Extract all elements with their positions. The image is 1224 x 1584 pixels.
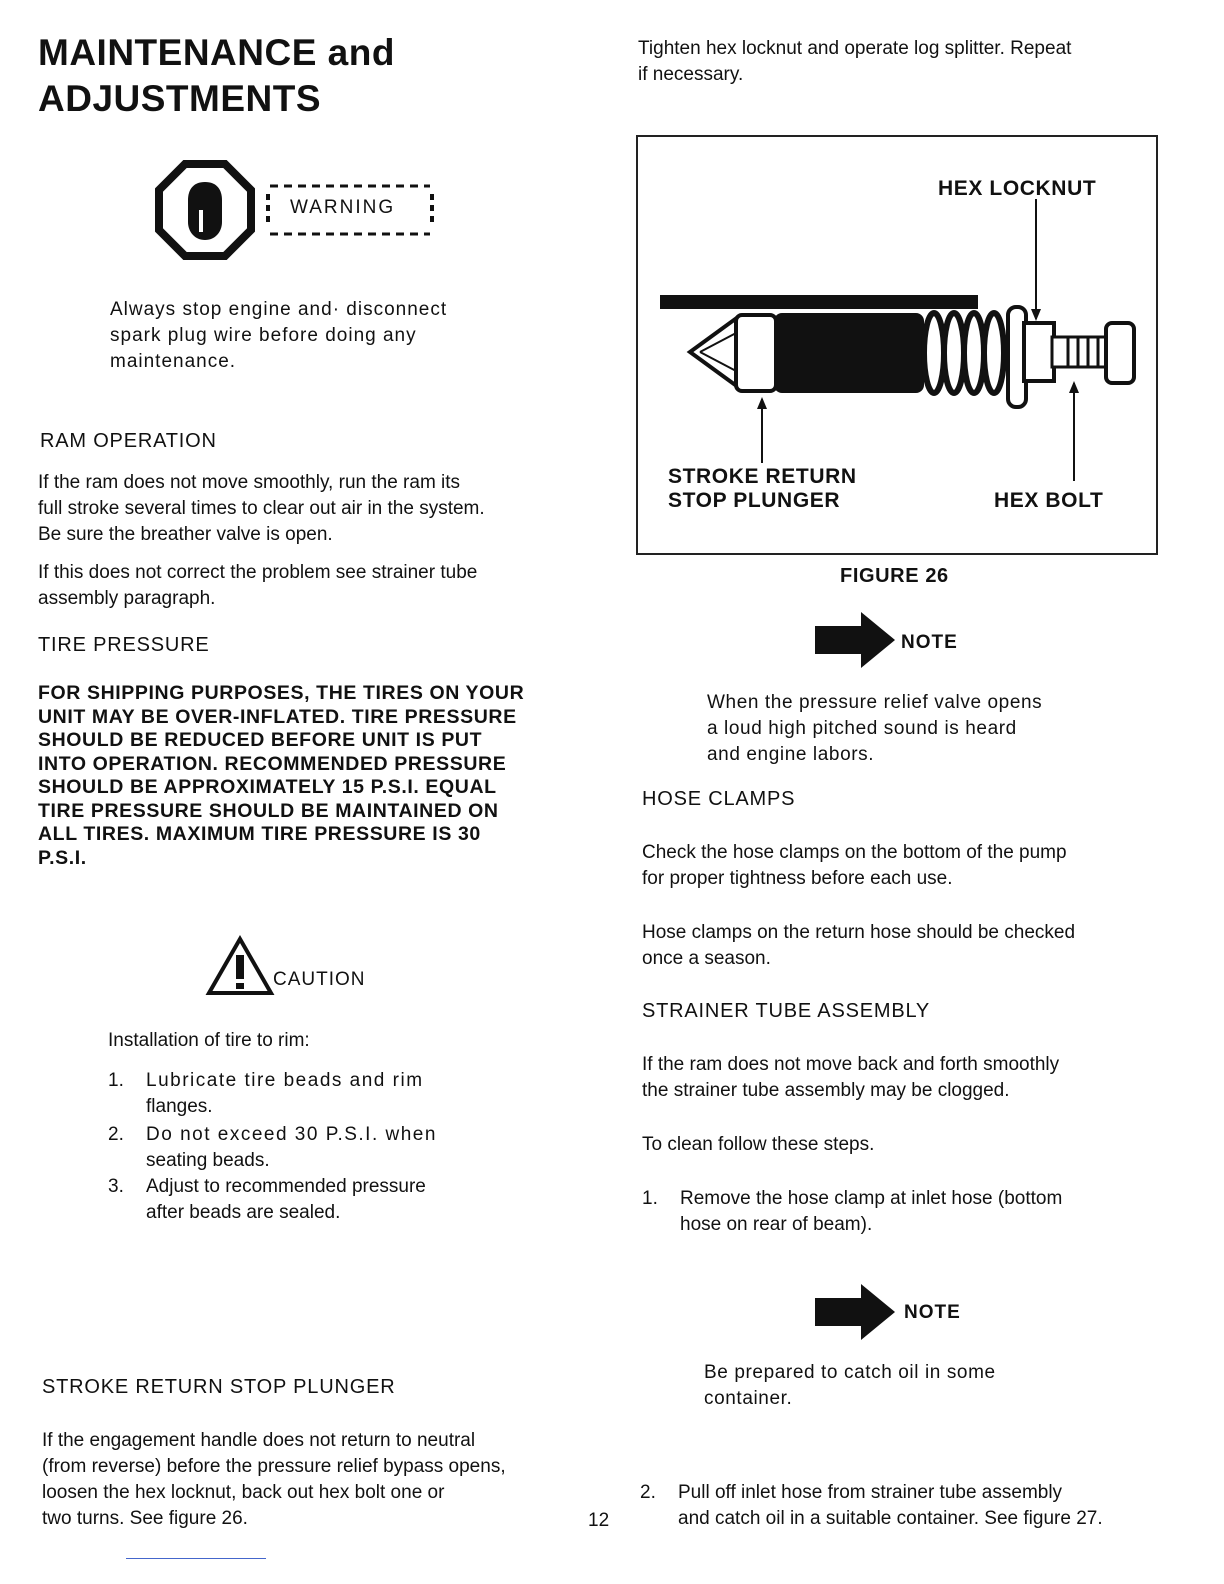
text-line: after beads are sealed. <box>146 1202 341 1223</box>
tire-pressure-block <box>38 682 578 870</box>
hose-clamps-para2 <box>642 920 1182 972</box>
page-title-line2: ADJUSTMENTS <box>38 78 322 119</box>
text-line: the strainer tube assembly may be clogged. <box>642 1080 1010 1101</box>
ram-operation-heading: RAM OPERATION <box>40 430 217 452</box>
note-1-label: NOTE <box>901 632 958 653</box>
page-title-line1: MAINTENANCE and <box>38 32 395 73</box>
stroke-return-heading: STROKE RETURN STOP PLUNGER <box>42 1376 396 1398</box>
text-line: two turns. See figure 26. <box>42 1508 248 1529</box>
list-text <box>146 1174 426 1226</box>
text-line: If this does not correct the problem see strainer tube <box>38 562 478 583</box>
warning-symbol <box>155 160 445 260</box>
strainer-para1 <box>642 1052 1182 1104</box>
label-hex-locknut: HEX LOCKNUT <box>938 177 1097 200</box>
note-2-text <box>704 1360 1084 1412</box>
text-line: Adjust to recommended pressure <box>146 1176 426 1197</box>
list-number: 1. <box>108 1070 124 1091</box>
stop-hand-icon <box>155 160 255 260</box>
warning-text-line: maintenance. <box>110 351 237 372</box>
warning-text-line: spark plug wire before doing any <box>110 325 417 346</box>
text-line: If the ram does not move back and forth smoothly <box>642 1054 1060 1075</box>
list-text <box>678 1480 1103 1532</box>
list-number: 2. <box>108 1124 124 1145</box>
caution-item-2 <box>108 1122 488 1178</box>
right-arrow-icon <box>815 612 897 668</box>
tire-pressure-heading: TIRE PRESSURE <box>38 634 210 656</box>
text-line: Pull off inlet hose from strainer tube assembly <box>678 1482 1063 1503</box>
caution-item-3 <box>108 1174 508 1230</box>
caution-intro: Installation of tire to rim: <box>108 1030 310 1051</box>
list-number: 1. <box>642 1188 658 1209</box>
figure-26 <box>636 135 1158 555</box>
text-line: loosen the hex locknut, back out hex bolt one or <box>42 1482 445 1503</box>
list-text <box>146 1122 437 1174</box>
right-intro <box>638 36 1178 88</box>
strainer-step-2 <box>640 1480 1200 1536</box>
text-line: When the pressure relief valve opens <box>707 692 1043 713</box>
text-line: SHOULD BE REDUCED BEFORE UNIT IS PUT <box>38 729 483 751</box>
text-line: INTO OPERATION. RECOMMENDED PRESSURE <box>38 752 507 775</box>
text-line: SHOULD BE APPROXIMATELY 15 P.S.I. EQUAL <box>38 776 497 798</box>
text-line: Check the hose clamps on the bottom of the pump <box>642 842 1067 863</box>
warning-label: WARNING <box>290 197 396 218</box>
text-line: TIRE PRESSURE SHOULD BE MAINTAINED ON <box>38 799 499 822</box>
text-line: If the engagement handle does not return to neutral <box>42 1430 476 1451</box>
strainer-heading: STRAINER TUBE ASSEMBLY <box>642 1000 931 1022</box>
text-line: If the ram does not move smoothly, run the ram its <box>38 472 461 493</box>
warning-text-line: Always stop engine and· disconnect <box>110 299 448 320</box>
right-arrow-icon <box>815 1284 897 1340</box>
text-line: Be sure the breather valve is open. <box>38 524 333 545</box>
page-number: 12 <box>588 1510 610 1531</box>
hose-clamps-para1 <box>642 840 1182 892</box>
list-number: 2. <box>640 1482 656 1503</box>
text-line: container. <box>704 1388 793 1409</box>
caution-symbol <box>205 935 405 1000</box>
text-line: STROKE RETURN <box>668 465 857 488</box>
text-line: UNIT MAY BE OVER-INFLATED. TIRE PRESSURE <box>38 705 517 728</box>
note-2-label: NOTE <box>904 1302 961 1323</box>
list-text <box>146 1068 424 1120</box>
text-line: and engine labors. <box>707 744 875 765</box>
hose-clamps-heading: HOSE CLAMPS <box>642 788 796 810</box>
caution-label: CAUTION <box>273 969 366 990</box>
caution-item-1 <box>108 1068 488 1124</box>
text-line: assembly paragraph. <box>38 588 216 609</box>
text-line: a loud high pitched sound is heard <box>707 718 1017 739</box>
page-title <box>38 30 395 122</box>
footer-rule <box>126 1558 266 1559</box>
ram-operation-para2 <box>38 560 578 612</box>
text-line: hose on rear of beam). <box>680 1214 873 1235</box>
note-2 <box>815 1284 985 1342</box>
note-1 <box>815 612 985 670</box>
note-1-text <box>707 690 1087 768</box>
text-line: Do not exceed 30 P.S.I. when <box>146 1124 437 1145</box>
text-line: flanges. <box>146 1096 213 1117</box>
text-line: seating beads. <box>146 1150 270 1171</box>
text-line: and catch oil in a suitable container. See figure 27. <box>678 1508 1103 1529</box>
text-line: once a season. <box>642 948 771 969</box>
text-line: if necessary. <box>638 64 744 85</box>
stroke-return-text <box>42 1428 582 1532</box>
warning-text <box>110 297 490 375</box>
text-line: ALL TIRES. MAXIMUM TIRE PRESSURE IS 30 <box>38 823 481 845</box>
text-line: for proper tightness before each use. <box>642 868 953 889</box>
strainer-step-1 <box>642 1186 1182 1242</box>
list-number: 3. <box>108 1176 124 1197</box>
ram-operation-para1 <box>38 470 578 548</box>
text-line: FOR SHIPPING PURPOSES, THE TIRES ON YOUR <box>38 682 525 704</box>
text-line: P.S.I. <box>38 846 87 869</box>
text-line: full stroke several times to clear out air in the system. <box>38 498 485 519</box>
text-line: Hose clamps on the return hose should be checked <box>642 922 1076 943</box>
text-line: STOP PLUNGER <box>668 489 841 512</box>
text-line: Be prepared to catch oil in some <box>704 1362 996 1383</box>
text-line: (from reverse) before the pressure relief bypass opens, <box>42 1456 506 1477</box>
list-text <box>680 1186 1062 1238</box>
text-line: Remove the hose clamp at inlet hose (bottom <box>680 1188 1063 1209</box>
text-line: Tighten hex locknut and operate log splitter. Repeat <box>638 38 1072 59</box>
strainer-para2: To clean follow these steps. <box>642 1134 875 1155</box>
caution-triangle-icon <box>205 935 275 997</box>
text-line: Lubricate tire beads and rim <box>146 1070 424 1091</box>
label-hex-bolt: HEX BOLT <box>994 489 1104 512</box>
label-stroke-return-stop-plunger <box>668 465 857 513</box>
figure-26-caption: FIGURE 26 <box>840 565 949 587</box>
